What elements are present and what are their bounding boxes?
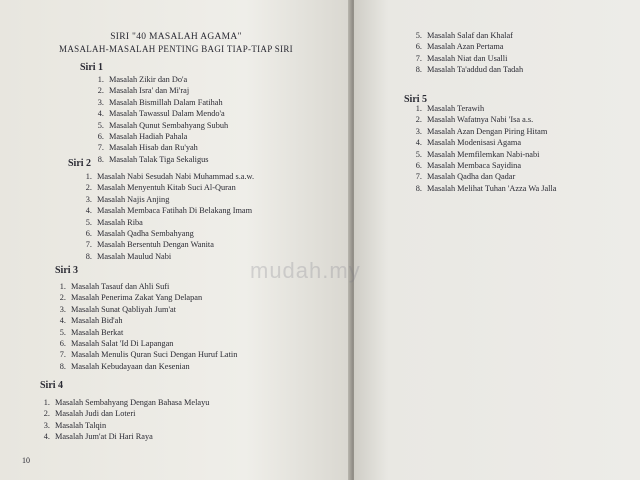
list-item: 4. Masalah Membaca Fatihah Di Belakang Imam: [85, 206, 253, 216]
list-item: 6. Masalah Hadiah Pahala: [97, 132, 188, 142]
list-item: 4. Masalah Bid'ah: [59, 316, 123, 326]
list-item: 2. Masalah Wafatnya Nabi 'Isa a.s.: [415, 115, 534, 125]
list-item: 7. Masalah Niat dan Usalli: [415, 53, 508, 63]
list-item: 8. Masalah Talak Tiga Sekaligus: [97, 154, 209, 164]
list-item: 2. Masalah Judi dan Loteri: [43, 409, 136, 419]
list-siri-4-continued: [406, 30, 523, 76]
list-siri-2: [76, 171, 254, 262]
list-item: 2. Masalah Penerima Zakat Yang Delapan: [59, 293, 203, 303]
list-item: 1. Masalah Nabi Sesudah Nabi Muhammad s.a.w.: [85, 172, 255, 181]
list-item: 5. Masalah Qunut Sembahyang Subuh: [97, 120, 229, 130]
list-siri-5: [406, 103, 556, 194]
section-title-siri-5: Siri 5: [404, 94, 428, 105]
list-item: 6. Masalah Membaca Sayidina: [415, 161, 522, 171]
series-title: SIRI "40 MASALAH AGAMA": [110, 32, 242, 42]
series-subtitle: MASALAH-MASALAH PENTING BAGI TIAP-TIAP SIRI: [59, 44, 293, 54]
list-item: 6. Masalah Salat 'Id Di Lapangan: [59, 339, 174, 349]
list-item: 7. Masalah Hisab dan Ru'yah: [97, 143, 198, 153]
list-item: 3. Masalah Azan Dengan Piring Hitam: [415, 126, 548, 136]
right-page: [354, 0, 640, 480]
list-item: 8. Masalah Kebudayaan dan Kesenian: [59, 361, 190, 371]
list-item: 5. Masalah Salaf dan Khalaf: [415, 31, 513, 40]
list-item: 7. Masalah Menulis Quran Suci Dengan Huruf Latin: [59, 350, 238, 360]
list-siri-3: [50, 281, 237, 372]
watermark: mudah.my: [250, 258, 361, 283]
list-item: 8. Masalah Maulud Nabi: [85, 251, 172, 261]
list-item: 5. Masalah Berkat: [59, 327, 124, 337]
list-item: 1. Masalah Terawih: [415, 104, 485, 113]
list-item: 3. Masalah Talqin: [43, 420, 107, 430]
list-item: 6. Masalah Qadha Sembahyang: [85, 229, 194, 239]
list-item: 1. Masalah Zikir dan Do'a: [97, 75, 188, 84]
list-item: 7. Masalah Qadha dan Qadar: [415, 172, 516, 182]
list-item: 7. Masalah Bersentuh Dengan Wanita: [85, 240, 214, 250]
list-item: 3. Masalah Najis Anjing: [85, 194, 170, 204]
list-item: 1. Masalah Sembahyang Dengan Bahasa Melayu: [43, 398, 210, 407]
page-number: 10: [22, 456, 30, 465]
list-item: 6. Masalah Azan Pertama: [415, 42, 504, 52]
list-item: 4. Masalah Jum'at Di Hari Raya: [43, 432, 153, 442]
list-item: 3. Masalah Bismillah Dalam Fatihah: [97, 97, 223, 107]
list-item: 8. Masalah Melihat Tuhan 'Azza Wa Jalla: [415, 183, 557, 193]
list-item: 2. Masalah Isra' dan Mi'raj: [97, 86, 190, 96]
list-item: 1. Masalah Tasauf dan Ahli Sufi: [59, 282, 170, 291]
section-title-siri-2: Siri 2: [68, 158, 92, 169]
list-siri-4: [34, 397, 209, 443]
section-title-siri-1: Siri 1: [80, 62, 104, 73]
list-item: 4. Masalah Modenisasi Agama: [415, 138, 522, 148]
list-item: 8. Masalah Ta'addud dan Tadah: [415, 65, 524, 75]
section-title-siri-4: Siri 4: [40, 380, 64, 391]
list-item: 3. Masalah Sunat Qabliyah Jum'at: [59, 304, 176, 314]
list-item: 4. Masalah Tawassul Dalam Mendo'a: [97, 109, 225, 119]
list-item: 5. Masalah Riba: [85, 217, 143, 227]
list-item: 2. Masalah Menyentuh Kitab Suci Al-Quran: [85, 183, 236, 193]
list-siri-1: [88, 74, 228, 165]
section-title-siri-3: Siri 3: [55, 265, 79, 276]
list-item: 5. Masalah Memfilemkan Nabi-nabi: [415, 149, 540, 159]
